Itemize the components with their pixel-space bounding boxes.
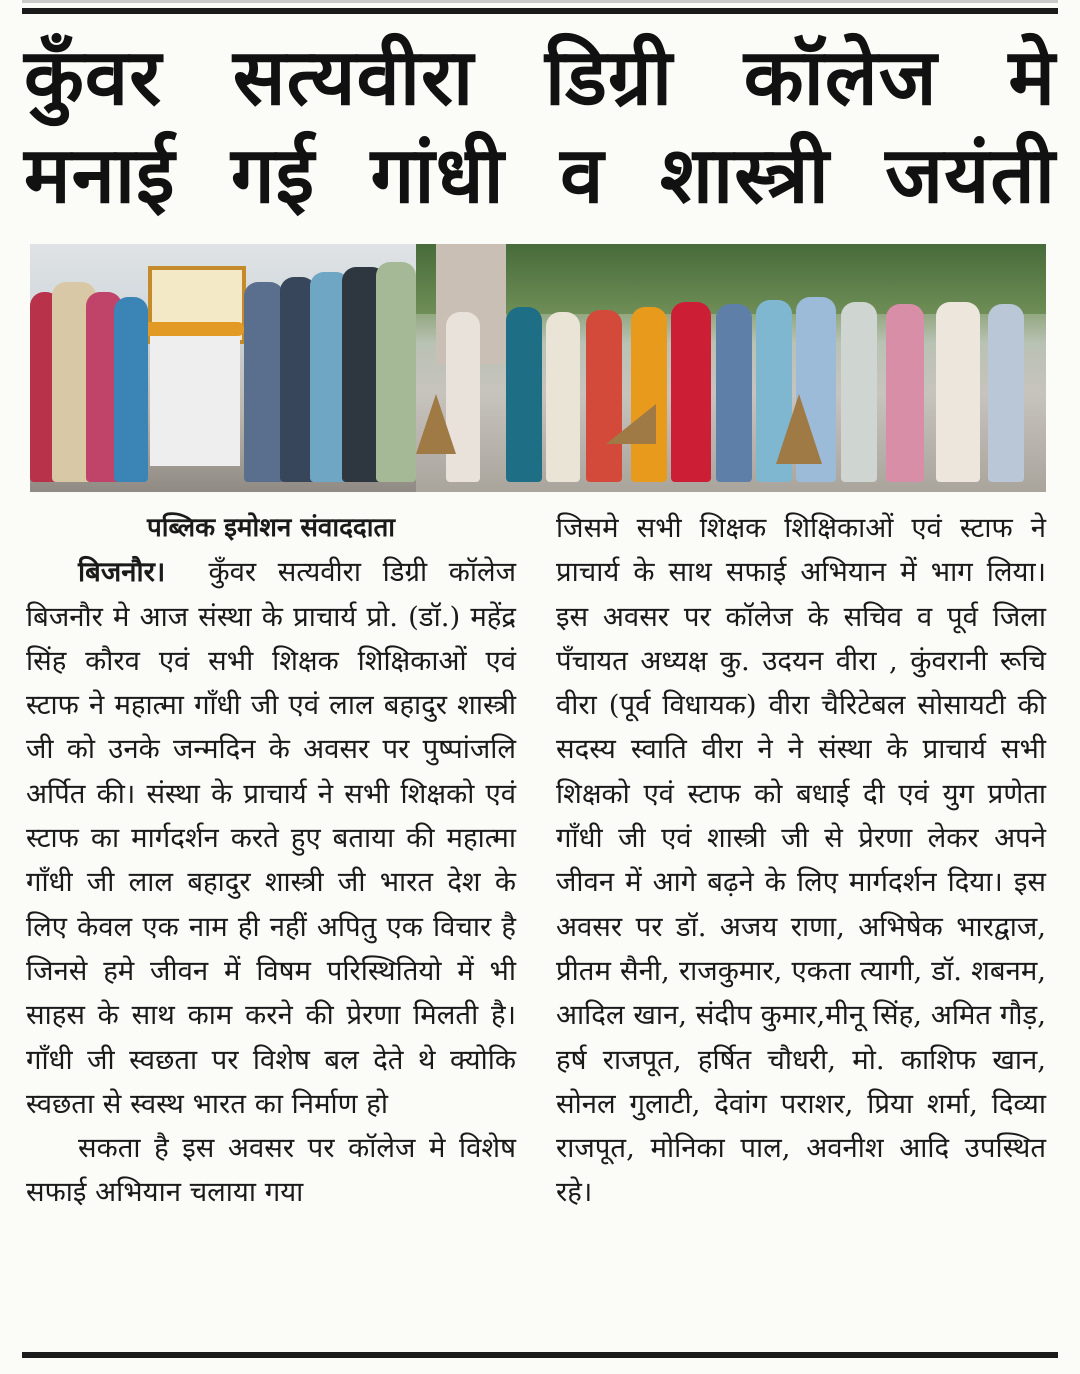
person bbox=[716, 304, 752, 482]
byline: पब्लिक इमोशन संवाददाता bbox=[146, 513, 396, 543]
headline-line-1: कुँवर सत्यवीरा डिग्री कॉलेज मे bbox=[24, 33, 1056, 123]
flower-garland bbox=[140, 322, 244, 336]
top-thin-rule bbox=[22, 0, 1058, 3]
article-text: जिसमे सभी शिक्षक शिक्षिकाओं एवं स्टाफ ने प्राचार्य के साथ सफाई अभियान में भाग लिया। इस अवसर पर कॉलेज के सचिव व पूर्व जिला पँचायत अध्यक्ष कु. उदयन वीरा , कुंवरानी रूचि वीरा (पूर्व विधायक) वीरा चैरिटेबल सोसायटी की सदस्य स्वाति वीरा ने ने संस्था के प्राचार्य सभी शिक्षको एवं स्टाफ को बधाई दी एवं युग प्रणेता गाँधी जी एवं शास्त्री जी से प्रेरणा लेकर अपने जीवन में आगे बढ़ने के लिए मार्गदर्शन दिया। इस अवसर पर डॉ. अजय राणा, अभिषेक भारद्वाज, प्रीतम सैनी, राजकुमार, एकता त्यागी, डॉ. शबनम, आदिल खान, संदीप कुमार,मीनू सिंह, अमित गौड़, हर्ष राजपूत, हर्षित चौधरी, मो. काशिफ खान, सोनल गुलाटी, देवांग पराशर, प्रिया शर्मा, दिव्या राजपूत, मोनिका पाल, अवनीश आदि उपस्थित रहे। bbox=[556, 512, 1046, 1209]
bottom-rule bbox=[22, 1352, 1058, 1358]
staff-paying-tribute-photo bbox=[30, 244, 416, 492]
article-paragraph bbox=[26, 1126, 516, 1215]
person bbox=[671, 302, 711, 482]
person bbox=[546, 312, 580, 482]
person bbox=[506, 307, 542, 482]
person bbox=[114, 297, 148, 482]
person bbox=[376, 262, 416, 482]
person bbox=[586, 310, 622, 482]
cleanliness-drive-photo bbox=[416, 244, 1046, 492]
article-text: कुँवर सत्यवीरा डिग्री कॉलेज बिजनौर मे आज संस्था के प्राचार्य प्रो. (डॉ.) महेंद्र सिंह कौरव एवं सभी शिक्षक शिक्षिकाओं एवं स्टाफ ने महात्मा गाँधी जी एवं लाल बहादुर शास्त्री जी को उनके जन्मदिन के अवसर पर पुष्पांजलि अर्पित की। संस्था के प्राचार्य ने सभी शिक्षको एवं स्टाफ का मार्गदर्शन करते हुए बताया की महात्मा गाँधी जी लाल बहादुर शास्त्री जी भारत देश के लिए केवल एक नाम ही नहीं अपितु एक विचार है जिनसे हमे जीवन में विषम परिस्थितियो में भी साहस के साथ काम करने की प्रेरणा मिलती है। गाँधी जी स्वछता पर विशेष बल देते थे क्योकि स्वछता से स्वस्थ भारत का निर्माण हो bbox=[26, 556, 516, 1120]
dateline: बिजनौर। bbox=[78, 556, 166, 589]
article-paragraph bbox=[26, 550, 516, 1126]
person bbox=[244, 282, 284, 482]
article-column-left bbox=[26, 506, 516, 1215]
top-rule bbox=[22, 8, 1058, 14]
photo-strip bbox=[30, 244, 1046, 492]
person bbox=[886, 304, 924, 482]
person bbox=[446, 312, 480, 482]
article-paragraph bbox=[556, 506, 1046, 1215]
tribute-table bbox=[150, 336, 240, 466]
headline-line-2: मनाई गई गांधी व शास्त्री जयंती bbox=[24, 131, 1056, 221]
article-column-right bbox=[556, 506, 1046, 1215]
person bbox=[936, 302, 980, 482]
person bbox=[841, 302, 877, 482]
person bbox=[988, 304, 1024, 482]
article-text: सकता है इस अवसर पर कॉलेज मे विशेष सफाई अभियान चलाया गया bbox=[26, 1132, 516, 1209]
person bbox=[631, 307, 667, 482]
